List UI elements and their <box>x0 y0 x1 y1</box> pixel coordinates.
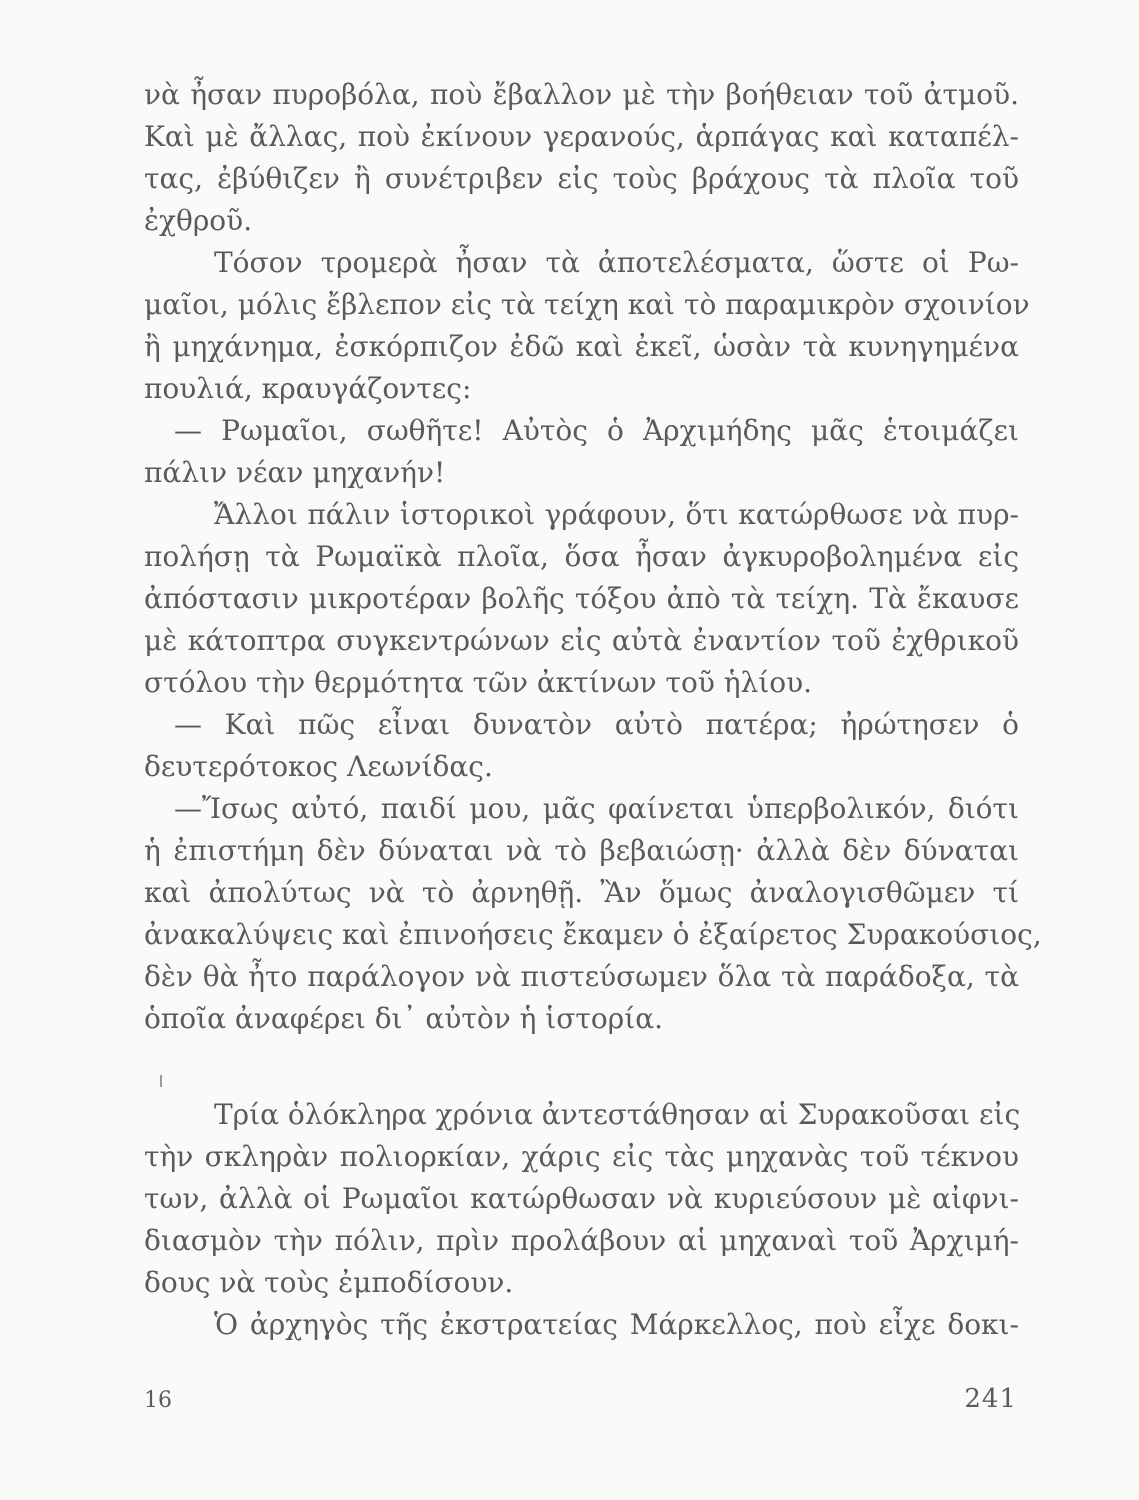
text-line: ἀνακαλύψεις καὶ ἐπινοήσεις ἔκαμεν ὁ ἐξαίρετος Συρακούσιος, <box>144 918 1042 951</box>
text-line: Τρία ὁλόκληρα χρόνια ἀντεστάθησαν αἱ Συρακοῦσαι εἰς <box>214 1098 1021 1131</box>
section-break-mark <box>160 1075 162 1087</box>
text-line: ἢ μηχάνημα, ἐσκόρπιζον ἐδῶ καὶ ἐκεῖ, ὡσὰν τὰ κυνηγημένα <box>144 330 1019 363</box>
text-line: Ἄλλοι πάλιν ἱστορικοὶ γράφουν, ὅτι κατώρθωσε νὰ πυρ- <box>214 498 1019 531</box>
text-line: — Καὶ πῶς εἶναι δυνατὸν αὐτὸ πατέρα; ἠρώτησεν ὁ <box>174 708 1019 741</box>
text-line: —Ἴσως αὐτό, παιδί μου, μᾶς φαίνεται ὑπερβολικόν, διότι <box>174 792 1019 825</box>
text-line: πάλιν νέαν μηχανήν! <box>144 456 446 489</box>
text-line: των, ἀλλὰ οἱ Ρωμαῖοι κατώρθωσαν νὰ κυριεύσουν μὲ αἰφνι- <box>144 1182 1019 1215</box>
text-line: δὲν θὰ ἦτο παράλογον νὰ πιστεύσωμεν ὅλα τὰ παράδοξα, τὰ <box>144 960 1019 993</box>
text-line: στόλου τὴν θερμότητα τῶν ἀκτίνων τοῦ ἡλίου. <box>144 666 813 699</box>
text-line: πουλιά, κραυγάζοντες: <box>144 372 472 405</box>
text-line: καὶ ἀπολύτως νὰ τὸ ἀρνηθῇ. Ἂν ὅμως ἀναλογισθῶμεν τί <box>144 876 1019 909</box>
page-number: 241 <box>964 1384 1017 1414</box>
text-line: νὰ ἦσαν πυροβόλα, ποὺ ἔβαλλον μὲ τὴν βοήθειαν τοῦ ἀτμοῦ. <box>144 78 1019 111</box>
text-line: τὴν σκληρὰν πολιορκίαν, χάρις εἰς τὰς μηχανὰς τοῦ τέκνου <box>144 1140 1019 1173</box>
signature-mark: 16 <box>144 1388 172 1413</box>
text-line: ἡ ἐπιστήμη δὲν δύναται νὰ τὸ βεβαιώσῃ· ἀλλὰ δὲν δύναται <box>144 834 1019 867</box>
text-line: ὁποῖα ἀναφέρει δι᾽ αὐτὸν ἡ ἱστορία. <box>144 1002 663 1035</box>
text-line: ἐχθροῦ. <box>144 204 253 237</box>
passage-siege-of-syracuse <box>144 1094 1019 1346</box>
text-line: πολήσῃ τὰ Ρωμαϊκὰ πλοῖα, ὅσα ἦσαν ἀγκυροβολημένα εἰς <box>144 540 1019 573</box>
text-line: Τόσον τρομερὰ ἦσαν τὰ ἀποτελέσματα, ὥστε οἱ Ρω- <box>214 246 1019 279</box>
text-line: δευτερότοκος Λεωνίδας. <box>144 750 493 783</box>
text-line: — Ρωμαῖοι, σωθῆτε! Αὐτὸς ὁ Ἀρχιμήδης μᾶς ἑτοιμάζει <box>174 414 1019 447</box>
text-line: Καὶ μὲ ἄλλας, ποὺ ἐκίνουν γερανούς, ἁρπάγας καὶ καταπέλ- <box>144 120 1019 153</box>
text-line: μαῖοι, μόλις ἔβλεπον εἰς τὰ τείχη καὶ τὸ παραμικρὸν σχοινίον <box>144 288 1030 321</box>
text-line: Ὁ ἀρχηγὸς τῆς ἐκστρατείας Μάρκελλος, ποὺ εἶχε δοκι- <box>214 1308 1019 1341</box>
text-line: ἀπόστασιν μικροτέραν βολῆς τόξου ἀπὸ τὰ τείχη. Τὰ ἔκαυσε <box>144 582 1019 615</box>
text-line: διασμὸν τὴν πόλιν, πρὶν προλάβουν αἱ μηχαναὶ τοῦ Ἀρχιμή- <box>144 1224 1019 1257</box>
passage-archimedes-machines <box>144 74 1042 1040</box>
text-line: δους νὰ τοὺς ἐμποδίσουν. <box>144 1266 514 1299</box>
text-line: μὲ κάτοπτρα συγκεντρώνων εἰς αὐτὰ ἐναντίον τοῦ ἐχθρικοῦ <box>144 624 1019 657</box>
text-line: τας, ἐβύθιζεν ἢ συνέτριβεν εἰς τοὺς βράχους τὰ πλοῖα τοῦ <box>144 162 1019 195</box>
